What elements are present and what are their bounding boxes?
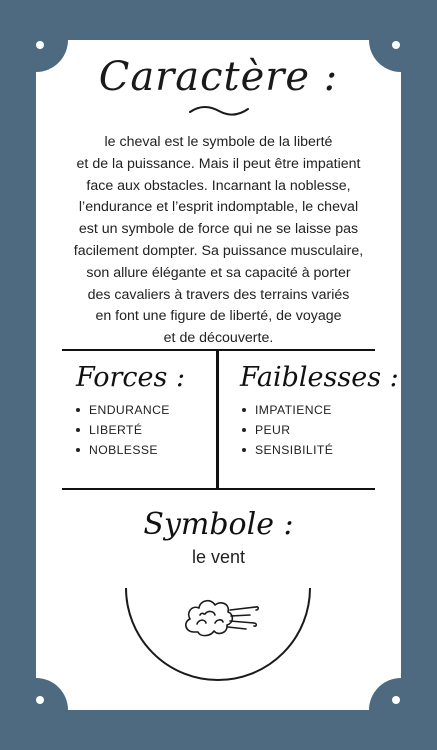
wind-cloud-icon <box>180 592 260 644</box>
description-line: est un symbole de force qui ne se laisse pas <box>78 221 359 238</box>
forces-item: LIBERTÉ <box>89 423 143 437</box>
faiblesses-item: IMPATIENCE <box>255 403 332 417</box>
description-line: le cheval est le symbole de la liberté <box>104 134 333 150</box>
card-title: Caractère : <box>98 54 339 100</box>
description-line: facilement dompter. Sa puissance musculaire, <box>73 242 364 259</box>
forces-item: NOBLESSE <box>89 443 158 457</box>
description-line: et de la puissance. Mais il peut être impatient <box>76 155 361 172</box>
description-line: l’endurance et l’esprit indomptable, le cheval <box>78 199 359 216</box>
forces-item: ENDURANCE <box>89 403 170 417</box>
description-line: son allure élégante et sa capacité à porter <box>86 264 351 281</box>
faiblesses-item: PEUR <box>255 423 291 437</box>
description-line: face aux obstacles. Incarnant la noblesse, <box>86 177 351 194</box>
description-line: en font une figure de liberté, de voyage <box>95 308 342 325</box>
symbole-value: le vent <box>191 547 246 567</box>
description-line: et de découverte. <box>163 330 274 347</box>
symbole-title: Symbole : <box>143 507 294 542</box>
faiblesses-item: SENSIBILITÉ <box>255 443 334 457</box>
forces-title: Forces : <box>76 362 186 393</box>
description-line: des cavaliers à travers des terrains variés <box>87 286 350 303</box>
faiblesses-title: Faiblesses : <box>240 362 399 393</box>
